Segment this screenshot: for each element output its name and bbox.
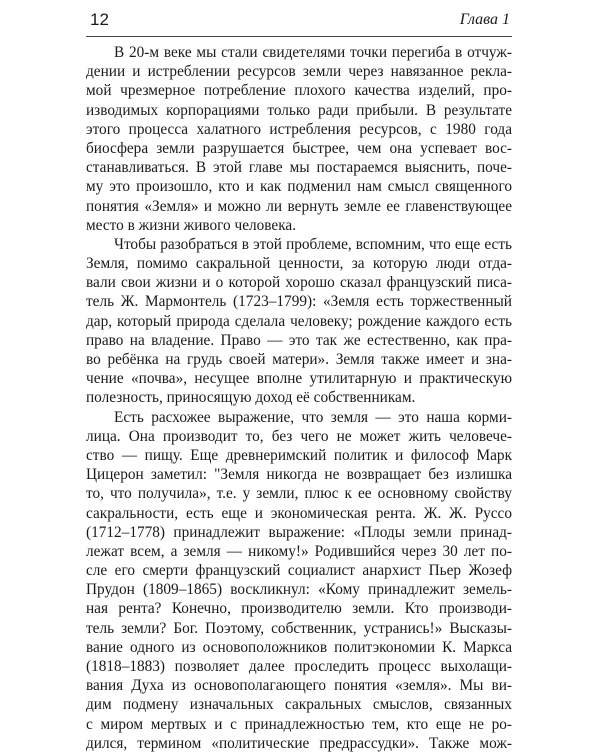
text-line: место в жизни живого человека. [86,216,297,234]
text-line: сле его смерти французский социалист анархист Пьер Жозеф [86,562,512,580]
chapter-title: Глава 1 [459,11,510,28]
text-line: биосфера земли разрушается быстрее, чем она успевает вос- [86,139,512,157]
paragraph-2 [86,235,512,408]
text-line: дим подмену изначальных сакральных смыслов, связанных [86,696,512,714]
text-line: ство — пищу. Еще древнеримский политик и философ Марк [86,446,512,464]
page-number: 12 [90,10,109,29]
text-line: то, что получила», т.е. у земли, плюс к ее основному свойству [86,485,512,503]
text-line: этого процесса халатного истребления ресурсов, с 1980 года [86,120,512,138]
text-line: станавливаться. В этой главе мы постараемся выяснить, поче- [86,159,512,177]
text-line: Прудон (1809–1865) воскликнул: «Кому принадлежит земель- [86,581,512,599]
text-line: Земля, помимо сакральной ценности, за которую люди отда- [86,255,512,273]
text-line: изводимых корпорациями только ради прибыли. В результате [86,101,512,119]
body-text [86,43,512,753]
text-line: понятия «Земля» и можно ли вернуть земле ее главенствующее [86,197,512,215]
text-line: мой чрезмерное потребление плохого качества изделий, про- [86,82,512,100]
text-line: В 20-м веке мы стали свидетелями точки перегиба в отчуж- [114,44,512,61]
text-line: Цицерон заметил: "Земля никогда не возвращает без излишка [86,466,512,484]
text-line: (1818–1883) позволяет далее проследить процесс выхолащи- [86,658,512,675]
text-line: дился, термином «политические предрассудки». Также мож- [86,734,512,752]
text-line: тель земли? Бог. Поэтому, собственник, устранись!» Высказы- [86,619,512,637]
text-line: (1712–1778) принадлежит выражение: «Плоды земли принад- [86,523,512,541]
paragraph-3 [86,408,512,753]
text-line: му это произошло, кто и как подменил нам смысл священного [86,178,512,196]
text-line: ная рента? Конечно, производителю земли. Кто производи- [86,600,512,618]
text-line: лица. Она производит то, без чего не может жить человече- [86,427,512,445]
text-line: вания Духа из основополагающего понятия «земля». Мы ви- [86,677,512,695]
running-header [86,10,512,37]
text-line: лежат всем, а земля — никому!» Родившийся через 30 лет по- [86,542,512,560]
text-line: право на владение. Право — это так же естественно, как пра- [86,331,512,349]
text-line: дении и истреблении ресурсов земли через навязанное реклa- [86,63,512,81]
text-line: полезность, приносящую доход её собственникам. [86,389,416,407]
text-line: чение «почва», несущее вполне утилитарную и практическую [86,370,512,388]
text-line: дар, который природа сделала человеку; рождение каждого есть [86,312,512,330]
text-line: сакральности, есть еще и экономическая рента. Ж. Ж. Руссо [86,504,512,522]
text-line: Есть расхожее выражение, что земля — это наша корми- [114,408,512,426]
text-line: вали свои жизни и о которой хорошо сказал французский писа- [86,274,512,292]
text-line: во ребёнка на грудь своей матери». Земля также имеет и зна- [86,351,512,368]
text-line: тель Ж. Мармонтель (1723–1799): «Земля есть торжественный [86,293,512,311]
paragraph-1 [86,43,512,235]
text-line: Чтобы разобраться в этой проблеме, вспомним, что еще есть [114,235,512,253]
text-line: вание одного из основоположников политэкономии К. Маркса [86,638,512,656]
text-line: с миром мертвых и с принадлежностью тем, кто еще не ро- [86,715,512,733]
